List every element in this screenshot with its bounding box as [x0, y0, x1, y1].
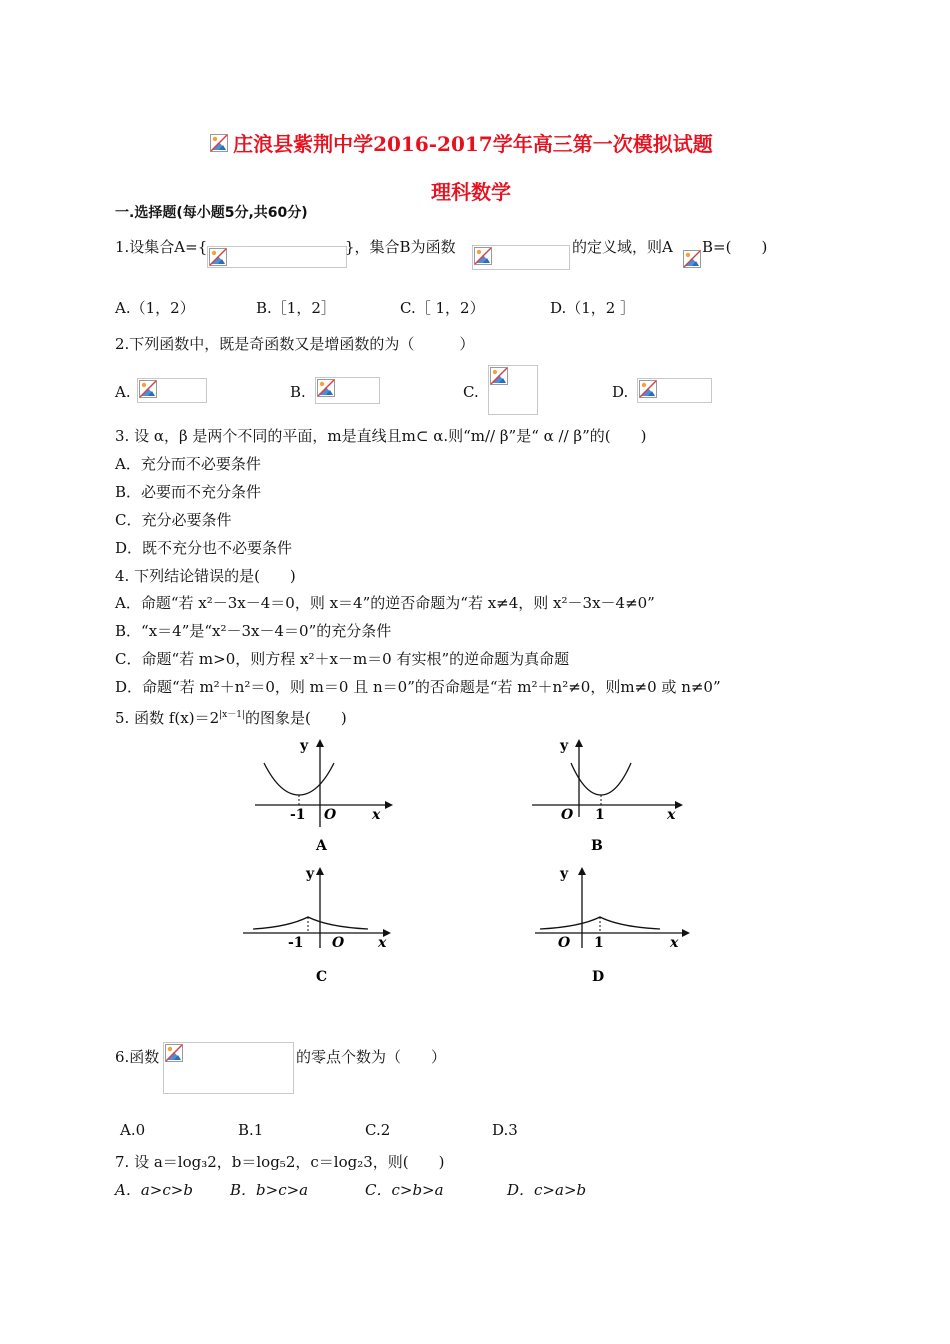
q1-option-d: D.（1，2 ］: [550, 299, 636, 317]
page-subtitle: 理科数学: [431, 180, 511, 204]
graph-b-label: B: [591, 838, 603, 854]
q5-text: [115, 705, 347, 728]
broken-image-icon: [317, 379, 335, 397]
graph-d-x-label: x: [670, 935, 679, 951]
graph-c-x-label: x: [378, 935, 387, 951]
q1-option-b: B.［1，2］: [256, 299, 336, 317]
broken-image-icon: [165, 1044, 183, 1062]
q6-option-d: D.3: [492, 1121, 518, 1139]
broken-image-icon: [209, 248, 227, 266]
graph-b-origin: O: [561, 807, 574, 823]
q4-text: 4. 下列结论错误的是( ): [115, 567, 296, 585]
q1-text-a: 1.设集合A={: [115, 238, 208, 256]
graph-d-y-label: y: [560, 866, 569, 882]
q4-option-c: C．命题“若 m>0，则方程 x²＋x－m＝0 有实根”的逆命题为真命题: [115, 650, 570, 668]
q2-option-a-image: [137, 378, 207, 403]
broken-image-icon: [490, 367, 508, 385]
q2-option-c-image: [488, 365, 538, 415]
q6-text-a: 6.函数: [115, 1048, 160, 1066]
q4-option-b: B．“x＝4”是“x²－3x－4＝0”的充分条件: [115, 622, 392, 640]
q1-option-c: C.［ 1，2）: [400, 299, 485, 317]
title-row: [210, 128, 713, 157]
q5-text-b: 的图象是( ): [244, 709, 347, 727]
broken-image-icon: [474, 247, 492, 265]
broken-image-icon: [139, 380, 157, 398]
graph-a-x-label: x: [372, 807, 381, 823]
graph-c-origin: O: [332, 935, 345, 951]
graph-d-origin: O: [558, 935, 571, 951]
q4-option-d: D．命题“若 m²＋n²＝0，则 m＝0 且 n＝0”的否命题是“若 m²＋n²≠0，则m≠0 或 n≠0”: [115, 678, 721, 696]
graph-d-label: D: [592, 969, 605, 983]
q6-text-b: 的零点个数为（ ）: [296, 1048, 447, 1066]
q7-option-a: A．a>c>b: [115, 1181, 193, 1199]
q3-text: 3. 设 α，β 是两个不同的平面，m是直线且m⊂ α.则“m// β”是“ α // β”的( ): [115, 427, 647, 445]
broken-image-icon: [639, 380, 657, 398]
graph-b-y-label: y: [560, 738, 569, 754]
graph-d: [530, 863, 700, 983]
q6-option-b: B.1: [238, 1121, 264, 1139]
q3-option-d: D．既不充分也不必要条件: [115, 539, 293, 557]
q2-option-b-image: [315, 377, 380, 404]
q1-option-a: A.（1，2）: [115, 299, 195, 317]
q1-text-c: 的定义域，则A: [572, 238, 673, 256]
q6-option-a: A.0: [120, 1121, 146, 1139]
graph-b-tick-1: 1: [595, 807, 605, 823]
q3-option-a: A．充分而不必要条件: [115, 455, 261, 473]
graph-c-label: C: [316, 969, 328, 983]
q1-set-a-image: [207, 246, 347, 268]
graph-c: [238, 863, 408, 983]
q1-text-b: }，集合B为函数: [345, 238, 456, 256]
graph-a: [250, 735, 420, 855]
q5-exponent: |x－1|: [219, 710, 245, 720]
graph-c-y-label: y: [306, 866, 315, 882]
q2-option-d: D.: [612, 383, 629, 401]
q2-text: 2.下列函数中，既是奇函数又是增函数的为（ ）: [115, 335, 475, 353]
section-heading: 一.选择题(每小题5分,共60分): [115, 205, 308, 221]
q6-option-c: C.2: [365, 1121, 391, 1139]
q7-text: 7. 设 a＝log₃2，b＝log₅2，c＝log₂3，则( ): [115, 1153, 445, 1171]
q5-text-a: 5. 函数 f(x)＝2: [115, 709, 220, 727]
q3-option-b: B．必要而不充分条件: [115, 483, 262, 501]
page-title: 庄浪县紫荆中学2016-2017学年高三第一次模拟试题: [233, 132, 713, 156]
q1-function-image: [472, 245, 570, 270]
graph-b: [527, 735, 697, 855]
graph-a-tick-neg1: -1: [290, 807, 306, 823]
intersection-symbol-icon: [683, 250, 701, 268]
graph-b-x-label: x: [667, 807, 676, 823]
q2-option-b: B.: [290, 383, 306, 401]
q1-text-d: B=( ): [702, 238, 768, 256]
q2-option-c: C.: [463, 383, 479, 401]
q4-option-a: A．命题“若 x²－3x－4＝0，则 x＝4”的逆否命题为“若 x≠4，则 x²－3x－4≠0”: [115, 594, 655, 612]
q6-function-image: [163, 1042, 294, 1094]
q2-option-a: A.: [115, 383, 131, 401]
graph-c-tick-neg1: -1: [288, 935, 304, 951]
graph-a-y-label: y: [300, 738, 309, 754]
q7-option-b: B．b>c>a: [230, 1181, 309, 1199]
graph-d-tick-1: 1: [594, 935, 604, 951]
q3-option-c: C．充分必要条件: [115, 511, 232, 529]
q7-option-c: C．c>b>a: [365, 1181, 444, 1199]
graph-a-label: A: [316, 838, 327, 854]
broken-image-icon: [210, 134, 228, 152]
q7-option-d: D．c>a>b: [507, 1181, 587, 1199]
graph-a-origin: O: [324, 807, 337, 823]
q2-option-d-image: [637, 378, 712, 403]
